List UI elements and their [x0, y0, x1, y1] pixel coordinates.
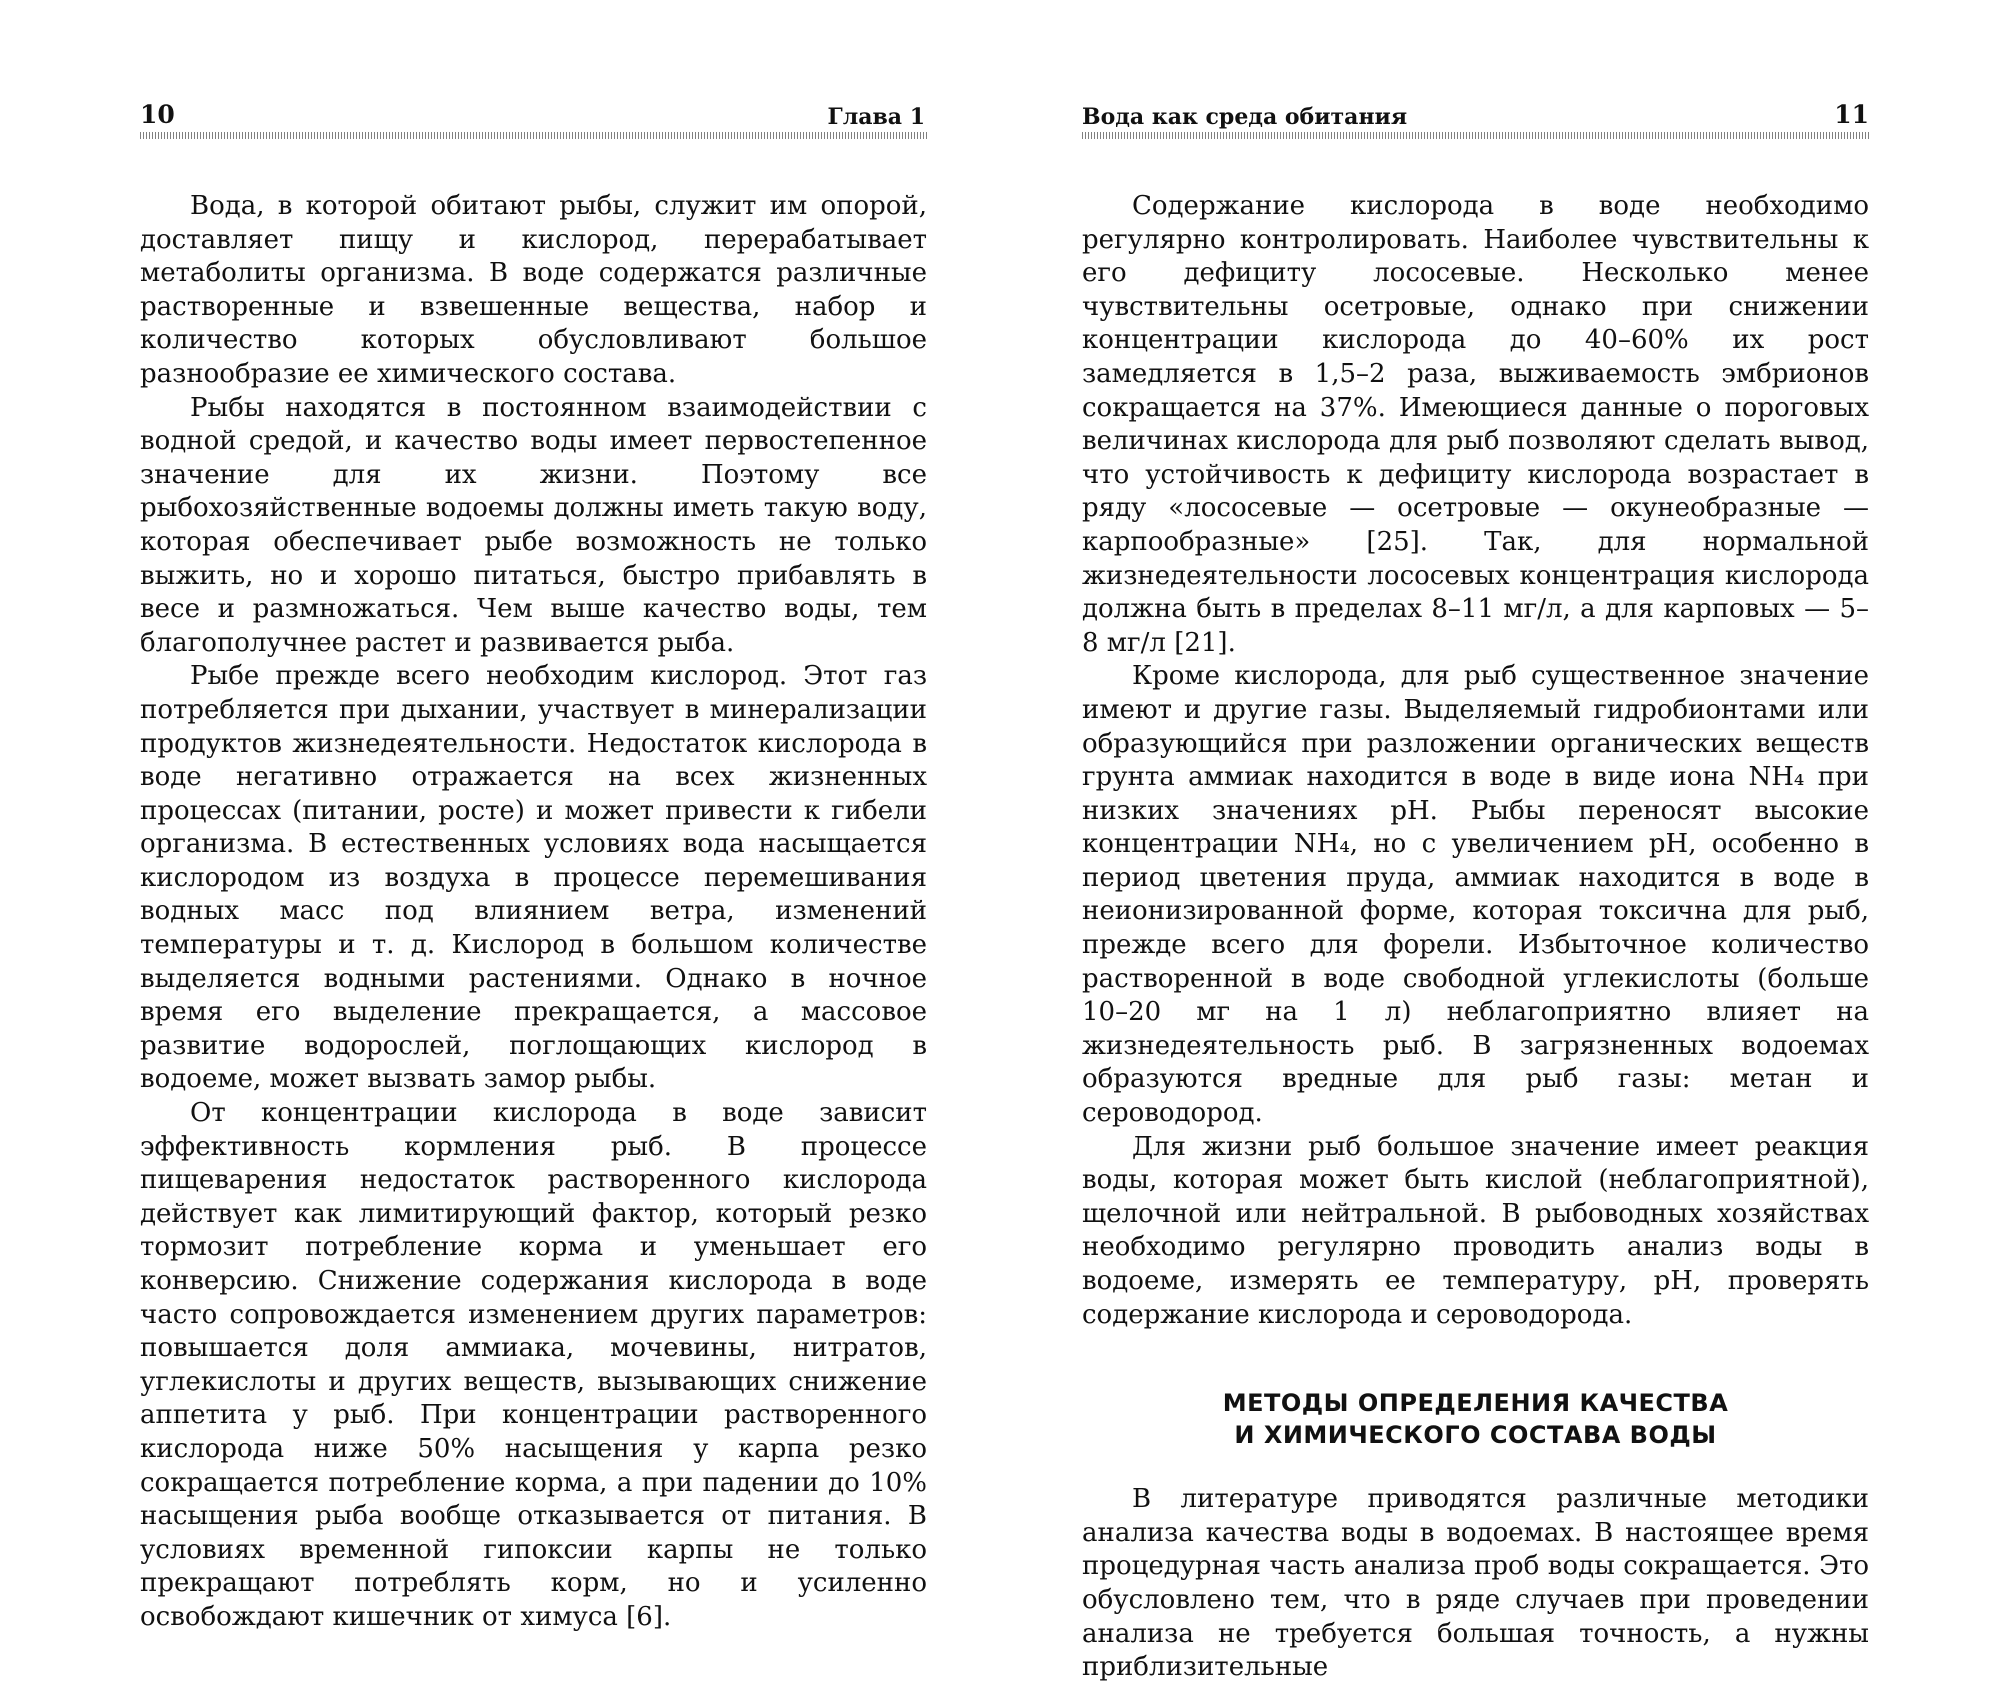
left-paragraph-2: Рыбы находятся в постоянном взаимодействии с водной средой, и качество воды имеет первостепенное значение для их жизни. Поэтому все рыбохозяйственные водоемы должны иметь такую воду, которая обеспечивает рыбе возможность не только выжить, но и хорошо питаться, быстро прибавлять в весе и размножаться. Чем выше качество воды, тем благополучнее растет и развивается рыба. — [140, 392, 927, 658]
left-paragraph-3: Рыбе прежде всего необходим кислород. Этот газ потребляется при дыхании, участвует в минерализации продуктов жизнедеятельности. Недостаток кислорода в воде негативно отражается на всех жизненных процессах (питании, росте) и может привести к гибели организма. В естественных условиях вода насыщается кислородом из воздуха в процессе перемешивания водных масс под влиянием ветра, изменений температуры и т. д. Кислород в большом количестве выделяется водными растениями. Однако в ночное время его выделение прекращается, а массовое развитие водорослей, поглощающих кислород в водоеме, может вызвать замор рыбы. — [140, 661, 927, 1095]
section-paragraph-1: В литературе приводятся различные методики анализа качества воды в водоемах. В настоящее время процедурная часть анализа проб воды сокращается. Это обусловлено тем, что в ряде случаев при проведении анализа не требуется большая точность, а нужны приблизительные — [1082, 1484, 1869, 1683]
right-paragraph-1: Содержание кислорода в воде необходимо регулярно контролировать. Наиболее чувствительны к его дефициту лососевые. Несколько менее чувствительны осетровые, однако при снижении концентрации кислорода до 40–60% их рост замедляется в 1,5–2 раза, выживаемость эмбрионов сокращается на 37%. Имеющиеся данные о пороговых величинах кислорода для рыб позволяют сделать вывод, что устойчивость к дефициту кислорода возрастает в ряду «лососевые — осетровые — окунеобразные — карпообразные» [25]. Так, для нормальной жизнедеятельности лососевых концентрация кислорода должна быть в пределах 8–11 мг/л, а для карповых — 5–8 мг/л [21]. — [1082, 191, 1869, 658]
right-body-text — [1082, 190, 1869, 1685]
left-page — [140, 0, 927, 1632]
left-page-number: 10 — [140, 100, 175, 129]
right-page — [1082, 0, 1869, 1683]
right-paragraph-2: Кроме кислорода, для рыб существенное значение имеют и другие газы. Выделяемый гидробионтами или образующийся при разложении органических веществ грунта аммиак находится в воде в виде иона NH₄ при низких значениях pH. Рыбы переносят высокие концентрации NH₄, но с увеличением pH, особенно в период цветения пруда, аммиак находится в воде в неионизированной форме, которая токсична для рыб, прежде всего для форели. Избыточное количество растворенной в воде свободной углекислоты (больше 10–20 мг на 1 л) неблагоприятно влияет на жизнедеятельность рыб. В загрязненных водоемах образуются вредные для рыб газы: метан и сероводород. — [1082, 661, 1869, 1129]
left-body-text — [140, 190, 927, 1635]
section-heading — [1082, 1387, 1869, 1451]
left-header-rule — [140, 132, 927, 139]
right-running-title: Вода как среда обитания — [1082, 104, 1408, 130]
right-page-number: 11 — [1834, 100, 1869, 129]
left-paragraph-1: Вода, в которой обитают рыбы, служит им опорой, доставляет пищу и кислород, перерабатывает метаболиты организма. В воде содержатся различные растворенные и взвешенные вещества, набор и количество которых обусловливают большое разнообразие ее химического состава. — [140, 191, 927, 389]
right-header-rule — [1082, 132, 1869, 139]
right-paragraph-3: Для жизни рыб большое значение имеет реакция воды, которая может быть кислой (неблагоприятной), щелочной или нейтральной. В рыбоводных хозяйствах необходимо регулярно проводить анализ воды в водоеме, измерять ее температуру, pH, проверять содержание кислорода и сероводорода. — [1082, 1131, 1869, 1330]
section-heading-line-2: И ХИМИЧЕСКОГО СОСТАВА ВОДЫ — [1234, 1421, 1717, 1450]
right-running-head — [1082, 100, 1869, 134]
section-heading-line-1: МЕТОДЫ ОПРЕДЕЛЕНИЯ КАЧЕСТВА — [1222, 1389, 1729, 1418]
left-paragraph-4: От концентрации кислорода в воде зависит эффективность кормления рыб. В процессе пищеварения недостаток растворенного кислорода действует как лимитирующий фактор, который резко тормозит потребление корма и уменьшает его конверсию. Снижение содержания кислорода в воде часто сопровождается изменением других параметров: повышается доля аммиака, мочевины, нитратов, углекислоты и других веществ, вызывающих снижение аппетита у рыб. При концентрации растворенного кислорода ниже 50% насыщения у карпа резко сокращается потребление корма, а при падении до 10% насыщения рыба вообще отказывается от питания. В условиях временной гипоксии карпы не только прекращают потреблять корм, но и усиленно освобождают кишечник от химуса [6]. — [140, 1098, 927, 1632]
left-running-title: Глава 1 — [827, 104, 925, 130]
left-running-head — [140, 100, 927, 134]
